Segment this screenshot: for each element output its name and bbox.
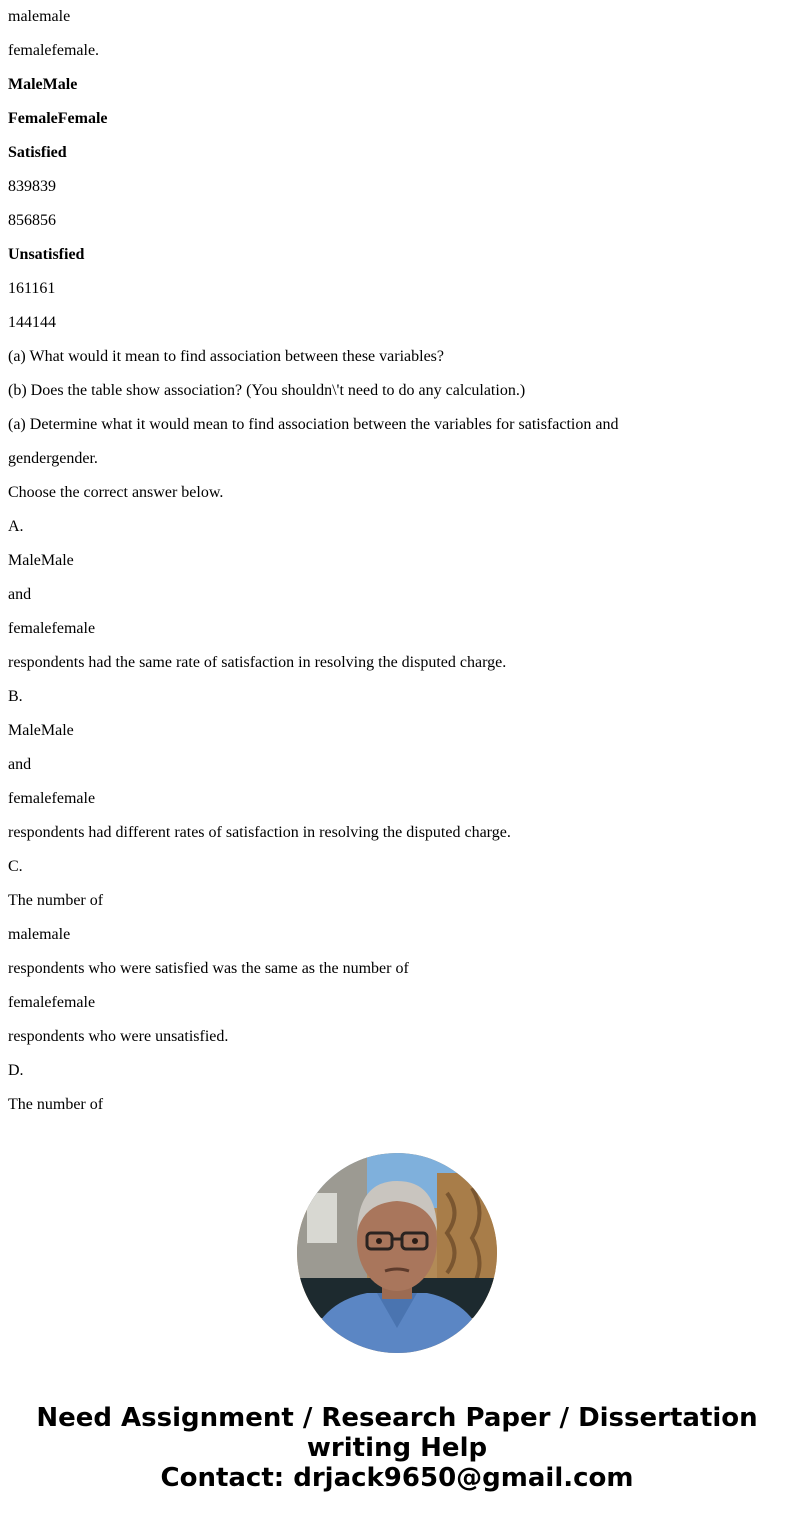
promo-contact: Contact: drjack9650@gmail.com [160,1463,634,1493]
text-line: malemale [8,8,71,25]
text-line: respondents had different rates of satisfaction in resolving the disputed charge. [8,824,511,841]
text-line: respondents who were satisfied was the same as the number of [8,960,409,977]
text-line: 856856 [8,212,56,229]
text-line: B. [8,688,23,705]
text-line: The number of [8,892,104,909]
text-line: FemaleFemale [8,110,108,127]
text-line: femalefemale [8,620,96,637]
text-line: The number of [8,1096,104,1113]
text-line: and [8,756,32,773]
text-line: MaleMale [8,552,74,569]
text-line: and [8,586,32,603]
text-line: 144144 [8,314,56,331]
text-line: (b) Does the table show association? (You shouldn\'t need to do any calculation.) [8,382,526,399]
text-line: Choose the correct answer below. [8,484,224,501]
question-text [8,0,786,1122]
text-line: 839839 [8,178,56,195]
text-line: Unsatisfied [8,246,85,263]
text-line: 161161 [8,280,56,297]
text-line: femalefemale [8,994,96,1011]
text-line: (a) What would it mean to find association between these variables? [8,348,444,365]
text-line: (a) Determine what it would mean to find association between the variables for satisfaction and [8,416,619,433]
promo-line-1: Need Assignment / Research Paper / Dissertation [36,1403,758,1433]
text-line: D. [8,1062,24,1079]
text-line: MaleMale [8,722,74,739]
promo-line-2: writing Help [306,1433,488,1463]
text-line: respondents had the same rate of satisfaction in resolving the disputed charge. [8,654,507,671]
text-line: femalefemale. [8,42,100,59]
text-line: Satisfied [8,144,67,161]
text-line: C. [8,858,23,875]
text-line: respondents who were unsatisfied. [8,1028,229,1045]
text-line: gendergender. [8,450,98,467]
promo-banner [0,1403,794,1493]
text-line: malemale [8,926,71,943]
author-photo [297,1153,497,1353]
text-line: A. [8,518,24,535]
text-line: MaleMale [8,76,78,93]
text-line: femalefemale [8,790,96,807]
